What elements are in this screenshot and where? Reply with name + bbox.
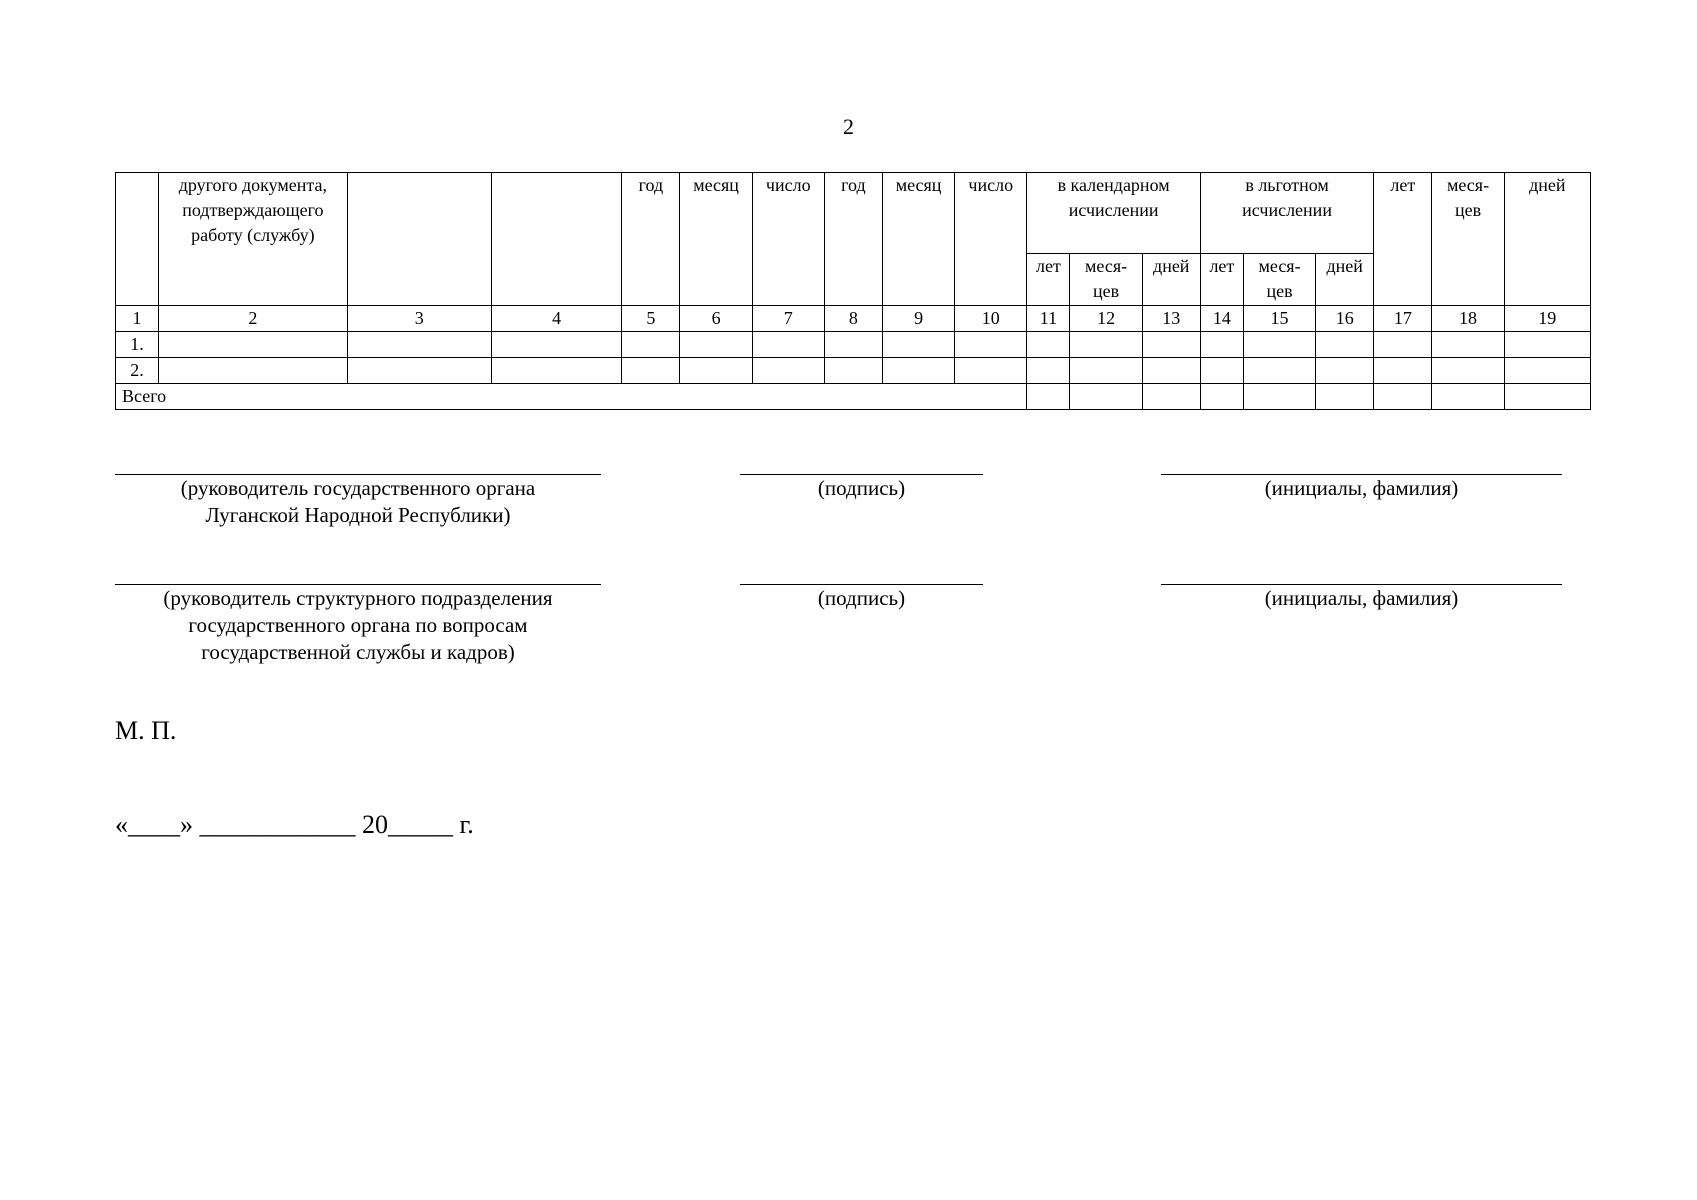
table-cell[interactable]: [1200, 332, 1243, 358]
header-cell-start-day: число: [752, 173, 824, 306]
total-cell[interactable]: [1142, 384, 1200, 410]
table-cell[interactable]: [1504, 332, 1590, 358]
table-cell[interactable]: [1070, 358, 1142, 384]
table-cell[interactable]: [1504, 358, 1590, 384]
table-cell[interactable]: [824, 358, 882, 384]
table-cell[interactable]: [752, 358, 824, 384]
table-row: [116, 332, 1591, 358]
table-cell[interactable]: [347, 358, 491, 384]
table-cell[interactable]: [622, 358, 680, 384]
table-cell[interactable]: [622, 332, 680, 358]
total-label: Всего: [116, 384, 1027, 410]
header-cell-total-days: дней: [1504, 173, 1590, 306]
header-cell-calendar-months: меся- цев: [1070, 254, 1142, 306]
total-cell[interactable]: [1374, 384, 1432, 410]
table-cell[interactable]: [1432, 332, 1504, 358]
hr-head-name-caption: (инициалы, фамилия): [1264, 586, 1459, 610]
hr-head-position-caption: (руководитель структурного подразделения государственного органа по вопросам государственной службы и кадров): [163, 586, 553, 664]
table-header-row: [116, 173, 1591, 254]
column-number: 8: [824, 306, 882, 332]
header-cell-preferential-days: дней: [1316, 254, 1374, 306]
header-cell-calendar-days: дней: [1142, 254, 1200, 306]
header-cell-3: [347, 173, 491, 306]
total-cell[interactable]: [1316, 384, 1374, 410]
total-cell[interactable]: [1070, 384, 1142, 410]
table-row: [116, 358, 1591, 384]
header-cell-preferential-years: лет: [1200, 254, 1243, 306]
column-number: 5: [622, 306, 680, 332]
header-cell-calendar-group: в календарном исчислении: [1027, 173, 1200, 254]
column-number: 17: [1374, 306, 1432, 332]
table-cell[interactable]: [159, 332, 348, 358]
hr-head-signature-block: [740, 584, 983, 612]
table-total-row: [116, 384, 1591, 410]
header-cell-total-months: меся- цев: [1432, 173, 1504, 306]
header-cell-4: [491, 173, 621, 306]
table-cell[interactable]: [347, 332, 491, 358]
table-cell[interactable]: [882, 332, 954, 358]
header-cell-start-year: год: [622, 173, 680, 306]
page-number: 2: [843, 114, 854, 139]
stamp-place-label: М. П.: [115, 716, 177, 745]
column-number: 13: [1142, 306, 1200, 332]
header-cell-preferential-months: меся- цев: [1243, 254, 1315, 306]
hr-head-name-block: [1161, 584, 1562, 612]
column-number: 1: [116, 306, 159, 332]
total-cell[interactable]: [1027, 384, 1070, 410]
header-cell-preferential-group: в льготном исчислении: [1200, 173, 1373, 254]
table-cell[interactable]: [491, 358, 621, 384]
head-position-block: [115, 474, 601, 529]
header-cell-total-years: лет: [1374, 173, 1432, 306]
table-cell[interactable]: [955, 358, 1027, 384]
column-number: 3: [347, 306, 491, 332]
total-cell[interactable]: [1243, 384, 1315, 410]
head-signature-block: [740, 474, 983, 502]
table-cell[interactable]: [1374, 358, 1432, 384]
column-number: 4: [491, 306, 621, 332]
table-cell[interactable]: [1142, 332, 1200, 358]
table-cell[interactable]: [680, 332, 752, 358]
total-cell[interactable]: [1200, 384, 1243, 410]
column-number: 16: [1316, 306, 1374, 332]
total-cell[interactable]: [1504, 384, 1590, 410]
table-cell[interactable]: [1374, 332, 1432, 358]
table-cell[interactable]: [1027, 332, 1070, 358]
hr-head-position-block: [115, 584, 601, 666]
table-cell[interactable]: [1200, 358, 1243, 384]
total-cell[interactable]: [1432, 384, 1504, 410]
table-cell[interactable]: [1243, 358, 1315, 384]
column-number: 9: [882, 306, 954, 332]
table-cell[interactable]: [824, 332, 882, 358]
head-signature-caption: (подпись): [817, 476, 906, 500]
column-number: 12: [1070, 306, 1142, 332]
table-cell[interactable]: [1432, 358, 1504, 384]
header-cell-end-day: число: [955, 173, 1027, 306]
column-number: 2: [159, 306, 348, 332]
table-cell[interactable]: [1027, 358, 1070, 384]
column-number: 19: [1504, 306, 1590, 332]
column-number: 10: [955, 306, 1027, 332]
table-cell[interactable]: [882, 358, 954, 384]
column-number: 15: [1243, 306, 1315, 332]
column-number-row: [116, 306, 1591, 332]
table-cell[interactable]: [752, 332, 824, 358]
row-number: 2.: [116, 358, 159, 384]
table-cell[interactable]: [1070, 332, 1142, 358]
table-cell[interactable]: [491, 332, 621, 358]
header-cell-document: другого документа, подтверждающего работу (службу): [159, 173, 348, 306]
head-name-block: [1161, 474, 1562, 502]
row-number: 1.: [116, 332, 159, 358]
column-number: 18: [1432, 306, 1504, 332]
column-number: 14: [1200, 306, 1243, 332]
table-cell[interactable]: [1142, 358, 1200, 384]
column-number: 7: [752, 306, 824, 332]
date-field[interactable]: «____» ____________ 20_____ г.: [115, 810, 474, 839]
table-cell[interactable]: [159, 358, 348, 384]
header-cell-end-year: год: [824, 173, 882, 306]
hr-head-signature-caption: (подпись): [817, 586, 906, 610]
table-cell[interactable]: [1316, 332, 1374, 358]
table-cell[interactable]: [955, 332, 1027, 358]
column-number: 6: [680, 306, 752, 332]
column-number: 11: [1027, 306, 1070, 332]
header-cell-1: [116, 173, 159, 306]
header-cell-end-month: месяц: [882, 173, 954, 306]
table-cell[interactable]: [680, 358, 752, 384]
header-cell-start-month: месяц: [680, 173, 752, 306]
head-position-caption: (руководитель государственного органа Луганской Народной Республики): [180, 476, 536, 527]
table-cell[interactable]: [1316, 358, 1374, 384]
service-record-table: [115, 172, 1591, 410]
head-name-caption: (инициалы, фамилия): [1264, 476, 1459, 500]
table-cell[interactable]: [1243, 332, 1315, 358]
header-cell-calendar-years: лет: [1027, 254, 1070, 306]
